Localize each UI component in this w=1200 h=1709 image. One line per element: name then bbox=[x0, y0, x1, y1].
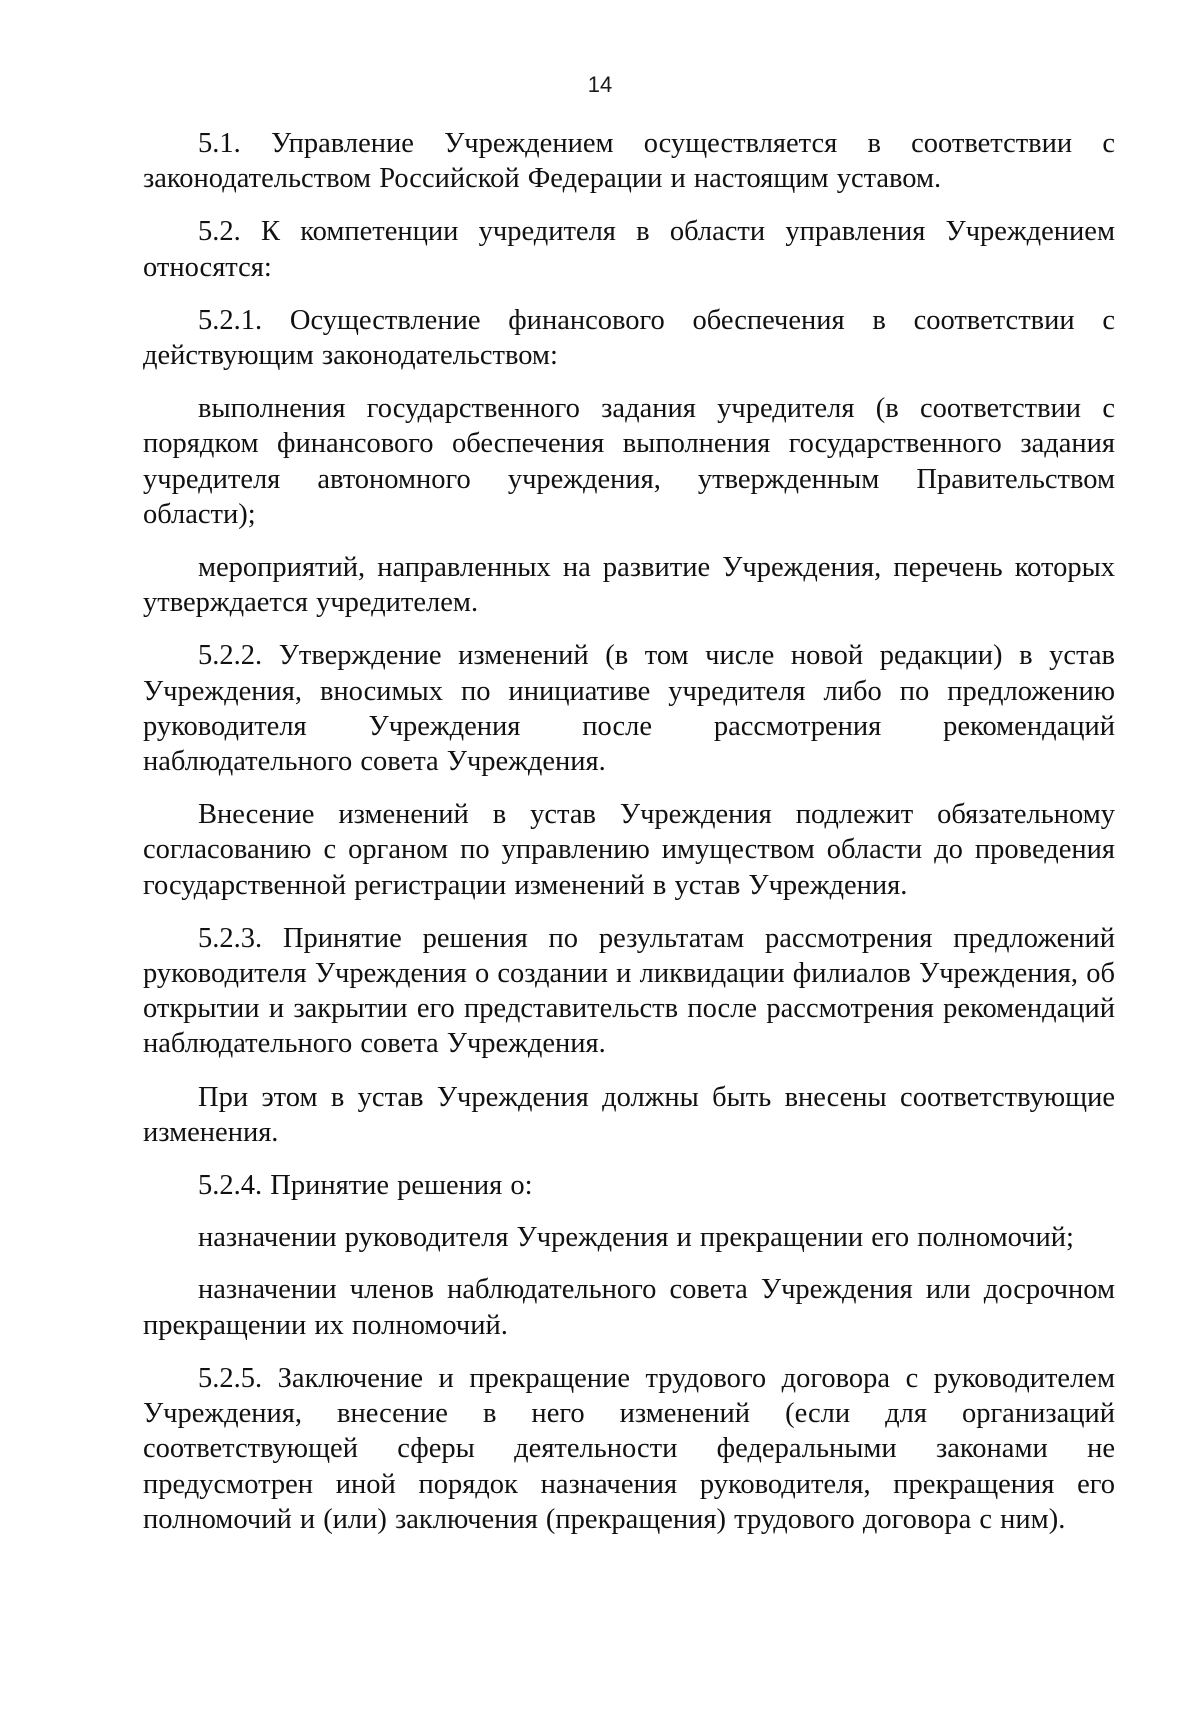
paragraph-5-2-4: 5.2.4. Принятие решения о: bbox=[198, 1170, 533, 1202]
paragraph-5-2-1: 5.2.1. Осуществление финансового обеспечения в соответствии с действующим законодательством: bbox=[143, 304, 1115, 372]
paragraph-charter-amendments-approval: Внесение изменений в устав Учреждения подлежит обязательному согласованию с органом по управлению имуществом области до проведения государственной регистрации изменений в устав Учреждения. bbox=[143, 799, 1115, 901]
paragraph-5-2-2: 5.2.2. Утверждение изменений (в том числе новой редакции) в устав Учреждения, вносимых по инициативе учредителя либо по предложению руководителя Учреждения после рассмотрения рекомендаций наблюдательного совета Учреждения. bbox=[143, 640, 1115, 778]
paragraph-head-appointment: назначении руководителя Учреждения и прекращении его полномочий; bbox=[198, 1222, 1074, 1254]
paragraph-5-1: 5.1. Управление Учреждением осуществляется в соответствии с законодательством Российской Федерации и настоящим уставом. bbox=[143, 128, 1115, 195]
paragraph-development-measures: мероприятий, направленных на развитие Учреждения, перечень которых утверждается учредителем. bbox=[143, 552, 1115, 619]
paragraph-5-2-5: 5.2.5. Заключение и прекращение трудового договора с руководителем Учреждения, внесение в него изменений (если для организаций соответствующей сферы деятельности федеральными законами не предусмотрен иной порядок назначения руководителя, прекращения его полномочий и (или) заключения (прекращения) трудового договора с ним). bbox=[143, 1362, 1115, 1535]
paragraph-5-2-3: 5.2.3. Принятие решения по результатам рассмотрения предложений руководителя Учреждения о создании и ликвидации филиалов Учреждения, об открытии и закрытии его представительств после рассмотрения рекомендаций наблюдательного совета Учреждения. bbox=[143, 922, 1115, 1060]
paragraph-board-appointment: назначении членов наблюдательного совета Учреждения или досрочном прекращении их полномочий. bbox=[143, 1274, 1115, 1341]
paragraph-state-task-funding: выполнения государственного задания учредителя (в соответствии с порядком финансового обеспечения выполнения государственного задания учредителя автономного учреждения, утвержденным Правительством области); bbox=[143, 393, 1115, 530]
paragraph-5-2: 5.2. К компетенции учредителя в области управления Учреждением относятся: bbox=[143, 216, 1115, 283]
page-number: 14 bbox=[587, 72, 613, 97]
paragraph-charter-changes-note: При этом в устав Учреждения должны быть внесены соответствующие изменения. bbox=[143, 1081, 1115, 1148]
document-body bbox=[143, 126, 1115, 1555]
